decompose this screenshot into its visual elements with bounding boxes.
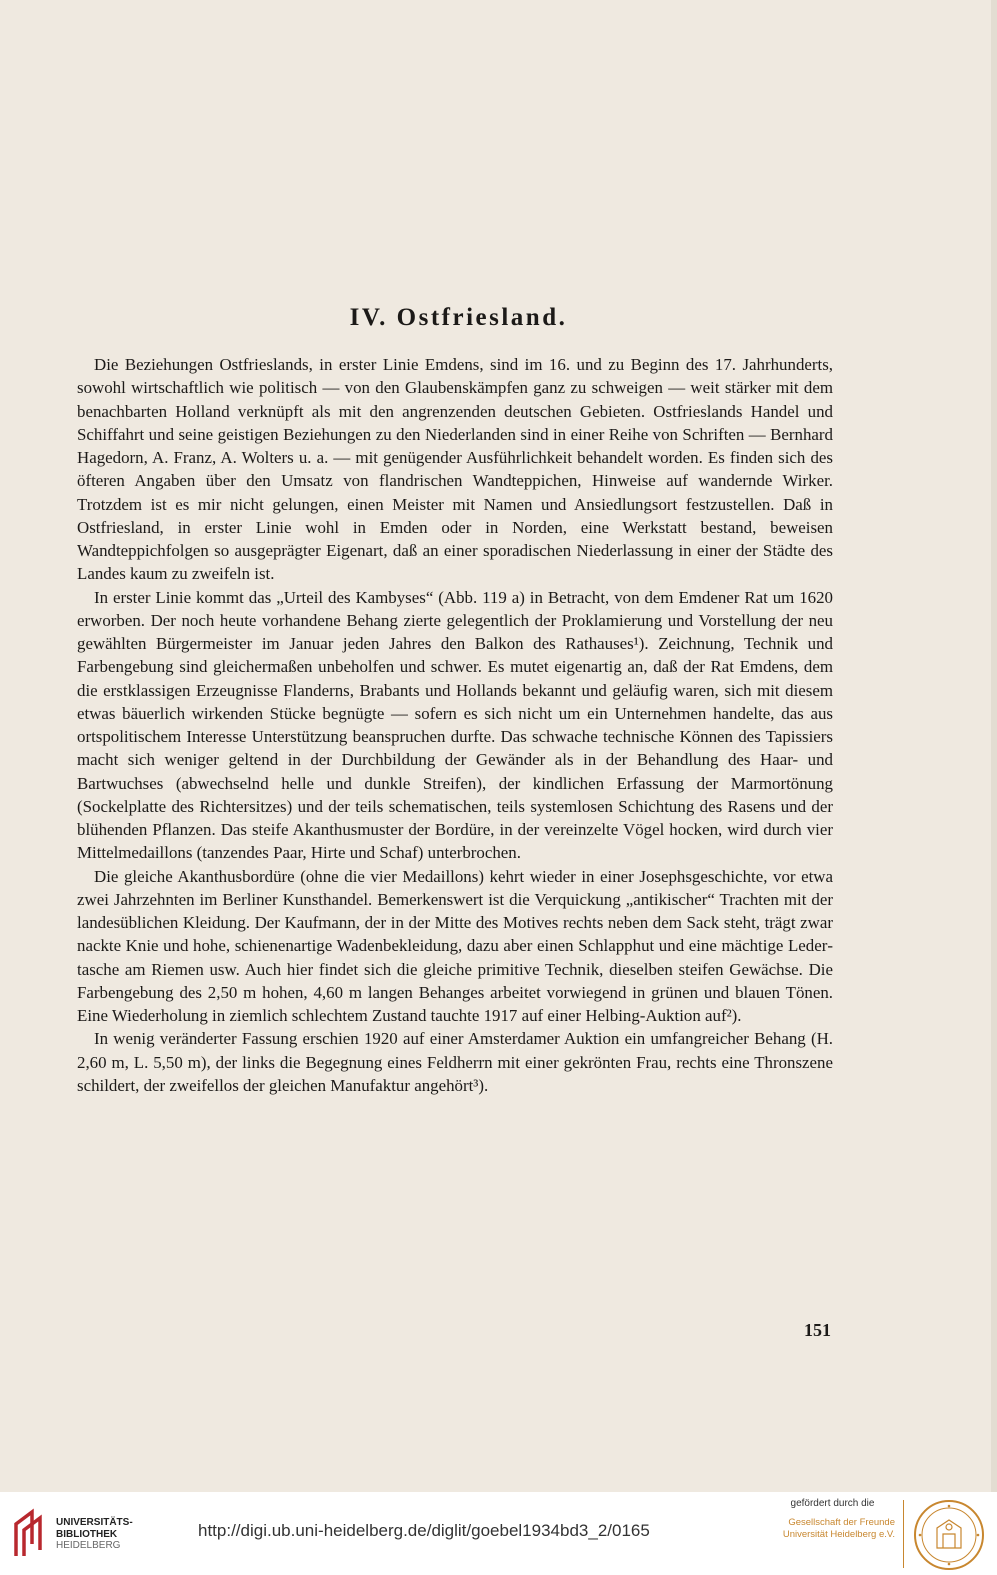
chapter-title: IV. Ostfriesland. (349, 304, 568, 331)
sponsor-name-line: Gesellschaft der Freunde (788, 1517, 895, 1528)
sponsor-block[interactable] (770, 1498, 895, 1541)
sponsor-name-line: Universität Heidelberg e.V. (782, 1529, 895, 1540)
paragraph: Die Beziehungen Ostfrieslands, in erster Linie Emdens, sind im 16. und zu Beginn des 17. Jahrhunderts, sowohl wirtschaftlich wie politisch — von den Glaubenskämpfen ganz zu schweigen — weit stärker mit dem benachbarten Holland verknüpft als mit den angrenzenden deutschen Gebieten. Ostfrieslands Handel und Schiffahrt und seine geistigen Beziehungen zu den Niederlanden sind in einer Reihe von Schriften — Bernhard Hagedorn, A. Franz, A. Wolters u. a. — mit genügender Ausführlichkeit behandelt worden. Es finden sich des öfteren Angaben über den Umsatz von flandrischen Wandteppichen, Hinweise auf wandernde Wirker. Trotzdem ist es mir nicht gelungen, einen Meister mit Namen und Ansiedlungsort festzustellen. Daß in Ostfriesland, in erster Linie wohl in Emden oder in Norden, eine Werkstatt bestand, beweisen Wandteppichfolgen so ausgeprägter Eigenart, daß an einer sporadischen Niederlassung in einer der Städte des Landes kaum zu zweifeln ist. (77, 355, 833, 584)
body-text (77, 353, 833, 1097)
page-number: 151 (804, 1320, 831, 1340)
sponsor-label: gefördert durch die (790, 1498, 875, 1509)
university-library-logo-icon[interactable] (10, 1508, 50, 1560)
permalink-url[interactable]: http://digi.ub.uni-heidelberg.de/diglit/goebel1934bd3_2/0165 (198, 1521, 650, 1540)
paragraph: In erster Linie kommt das „Urteil des Kambyses“ (Abb. 119 a) in Betracht, von dem Emdener Rat um 1620 erworben. Der noch heute vorhandene Behang zierte gelegentlich der Proklamierung und Vorstellung der neu gewählten Bürgermeister im Januar jeden Jahres den Balkon des Rathauses¹). Zeichnung, Technik und Farbengebung sind gleichermaßen unbeholfen und schwer. Es mutet eigenartig an, daß der Rat Emdens, dem die erstklassigen Erzeugnisse Flanderns, Brabants und Hollands bekannt und geläufig waren, sich mit diesem etwas bäuerlich wirkenden Stücke begnügte — sofern es sich nicht um ein Unternehmen handelte, das aus ortspolitischem Interesse Unterstützung beanspruchen durfte. Das schwache technische Können des Tapissiers macht sich weniger geltend in der Durchbildung der Gewänder als in der Behandlung des Haar- und Bartwuchses (abwechselnd helle und dunkle Streifen), der kindlichen Erfassung der Marmortönung (Sockelplatte des Richtersitzes) und der teils schematischen, teils systemlosen Schichtung des Rasens und der blühenden Pflanzen. Das steife Akanthusmuster der Bordüre, in der vereinzelte Vögel hocken, wird durch vier Mittelmedaillons (tanzendes Paar, Hirte und Schaf) unterbrochen. (77, 587, 833, 863)
library-name-line: UNIVERSITÄTS- (56, 1517, 133, 1528)
paragraph: Die gleiche Akanthusbordüre (ohne die vier Medaillons) kehrt wieder in einer Josephsgeschichte, vor etwa zwei Jahrzehnten im Berliner Kunsthandel. Bemerkenswert ist die Verquickung „antikischer“ Trachten mit der landesüblichen Kleidung. Der Kaufmann, der in der Mitte des Motives rechts neben dem Sack steht, trägt zwar nackte Knie und hohe, schienenartige Wadenbekleidung, dazu aber einen Schlapphut und eine mächtige Ledertasche am Riemen usw. Auch hier findet sich die gleiche primitive Technik, dieselben steifen Gewächse. Die Farbengebung des 2,50 m hohen, 4,60 m langen Behanges arbeitet vorwiegend in grünen und blauen Tönen. Eine Wiederholung in ziemlich schlechtem Zustand tauchte 1917 auf einer Helbing-Auktion auf²). (77, 866, 833, 1025)
page-edge (991, 0, 997, 1492)
university-seal-icon[interactable] (912, 1498, 986, 1572)
library-name-line: HEIDELBERG (56, 1540, 121, 1551)
sponsor-divider (903, 1500, 904, 1568)
university-library-name (56, 1517, 133, 1552)
paragraph: In wenig veränderter Fassung erschien 1920 auf einer Amsterdamer Auktion ein umfangreicher Behang (H. 2,60 m, L. 5,50 m), der links die Begegnung eines Feldherrn mit einer gekrönten Frau, rechts eine Thronszene schildert, der zweifellos der gleichen Manufaktur angehört³). (77, 1029, 833, 1095)
library-name-line: BIBLIOTHEK (56, 1528, 118, 1540)
